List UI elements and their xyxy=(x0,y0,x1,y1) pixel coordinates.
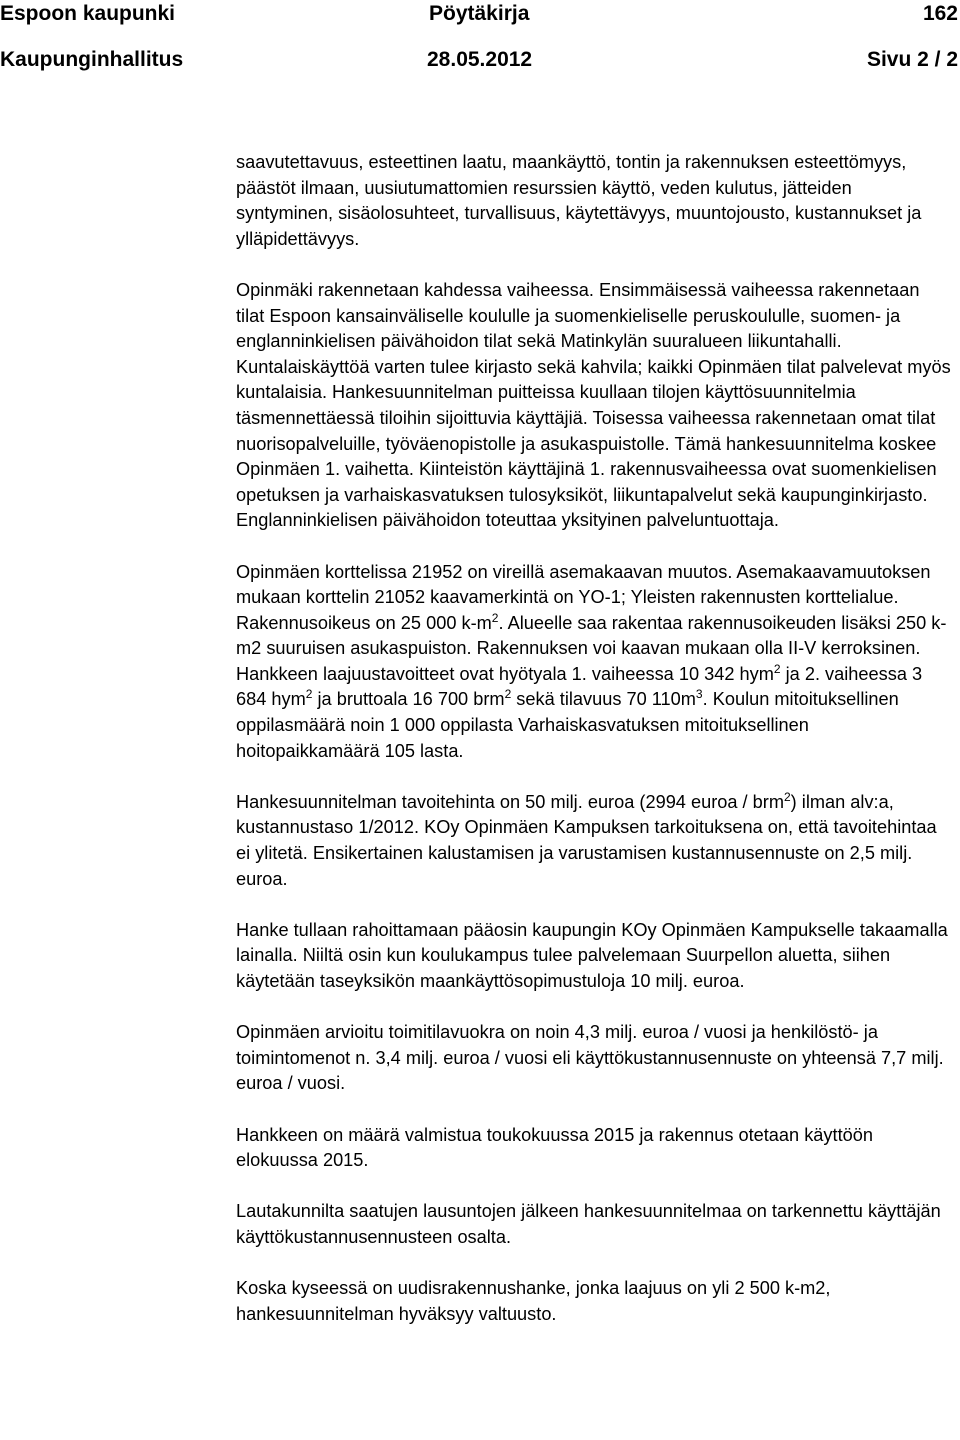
text-span: ) xyxy=(790,791,797,812)
paragraph-rent: Opinmäen arvioitu toimitilavuokra on noin 4,3 milj. euroa / vuosi ja henkilöstö- ja toimintomenot n. 3,4 milj. euroa / vuosi eli käyttökustannusennuste on yhteensä 7,7 milj. euroa / vuosi. xyxy=(236,1022,944,1094)
text-span: Opinmäen korttelissa 21952 on vireillä asemakaavan muutos. Asemakaavamuutoksen mukaan korttelin 21052 kaavamerkintä on YO-1; Yleisten rakennusten korttelialue. Rakennusoikeus on 25 000 k-m xyxy=(236,561,931,633)
text-span: Alueelle saa rakentaa rakennusoikeuden lisäksi 250 k-m2 suuruisen asukaspuiston. Rakennuksen voi kaavan mukaan olla II-V kerroksinen. Hankkeen laajuustavoitteet ovat hyötyala 1. vaiheessa 10 342 hym xyxy=(236,612,947,684)
text-span: ilman alv:a, kustannustaso 1/2012. KOy Opinmäen Kampuksen tarkoituksena on, että tavoitehintaa ei ylitetä. Ensikertainen kalustamisen ja varustamisen kustannusennuste on 2,5 milj. euroa. xyxy=(236,791,937,889)
paragraph-target-price xyxy=(236,790,952,892)
paragraph-statements: Lautakunnilta saatujen lausuntojen jälkeen hankesuunnitelmaa on tarkennettu käyttäjän käyttökustannusennusteen osalta. xyxy=(236,1201,941,1247)
text-span: ja 2. vaiheessa 3 684 hym xyxy=(236,663,923,710)
document-header-top xyxy=(0,0,960,28)
organization-name: Espoon kaupunki xyxy=(0,2,176,25)
superscript: 2 xyxy=(491,610,499,625)
text-span: ja bruttoala 16 700 brm xyxy=(312,689,505,710)
paragraph-approval: Koska kyseessä on uudisrakennushanke, jonka laajuus on yli 2 500 k-m2, hankesuunnitelman hyväksyy valtuusto. xyxy=(236,1278,831,1324)
document-header-bottom xyxy=(0,46,960,74)
paragraph-zoning xyxy=(236,560,952,765)
superscript: 2 xyxy=(305,687,313,702)
paragraph-criteria: saavutettavuus, esteettinen laatu, maankäyttö, tontin ja rakennuksen esteettömyys, päästöt ilmaan, uusiutumattomien resurssien käyttö, veden kulutus, jätteiden syntyminen, sisäolosuhteet, turvallisuus, käytettävyys, muuntojousto, kustannukset ja ylläpidettävyys. xyxy=(236,152,922,249)
text-span: sekä tilavuus 70 110m xyxy=(511,689,696,710)
page-indicator: Sivu 2 / 2 xyxy=(866,48,958,71)
superscript: 2 xyxy=(783,789,791,804)
text-span: . xyxy=(498,612,504,633)
superscript: 2 xyxy=(773,661,781,676)
document-body xyxy=(236,150,952,1327)
text-span: Koulun mitoituksellinen oppilasmäärä noin 1 000 oppilasta Varhaiskasvatuksen mitoituksellinen hoitopaikkamäärä 105 lasta. xyxy=(236,689,899,761)
paragraph-financing: Hanke tullaan rahoittamaan pääosin kaupungin KOy Opinmäen Kampukselle takaamalla lainalla. Niiltä osin kun koulukampus tulee palvelemaan Suurpellon aluetta, siihen käytetään taseyksikön maankäyttösopimustuloja 10 milj. euroa. xyxy=(236,919,948,991)
meeting-date: 28.05.2012 xyxy=(427,48,533,71)
text-span: . xyxy=(702,689,708,710)
text-span: Hankesuunnitelman tavoitehinta on 50 milj. euroa (2994 euroa / brm xyxy=(236,791,784,812)
document-type: Pöytäkirja xyxy=(429,2,530,25)
paragraph-phases: Opinmäki rakennetaan kahdessa vaiheessa. Ensimmäisessä vaiheessa rakennetaan tilat Espoon kansainväliselle koululle ja suomenkieliselle peruskoululle, suomen- ja englanninkielisen päivähoidon tilat sekä Matinkylän suuralueen liikuntahalli. Kuntalaiskäyttöä varten tulee kirjasto sekä kahvila; kaikki Opinmäen tilat palvelevat myös kuntalaisia. Hankesuunnitelman puitteissa kuullaan tilojen käyttösuunnitelmia täsmennettäessä tiloihin sijoittuvia käyttäjiä. Toisessa vaiheessa rakennetaan omat tilat nuorisopalveluille, työväenopistolle ja asukaspuistolle. Tämä hankesuunnitelma koskee Opinmäen 1. vaihetta. Kiinteistön käyttäjinä 1. rakennusvaiheessa ovat suomenkielisen opetuksen ja varhaiskasvatuksen tulosyksiköt, liikuntapalvelut sekä kaupunginkirjasto. Englanninkielisen päivähoidon toteuttaa yksityinen palveluntuottaja. xyxy=(236,279,951,531)
governing-body: Kaupunginhallitus xyxy=(0,48,184,71)
section-number: 162 xyxy=(922,2,958,25)
superscript: 2 xyxy=(504,687,512,702)
paragraph-schedule: Hankkeen on määrä valmistua toukokuussa 2015 ja rakennus otetaan käyttöön elokuussa 2015. xyxy=(236,1124,873,1171)
superscript: 3 xyxy=(695,687,703,702)
